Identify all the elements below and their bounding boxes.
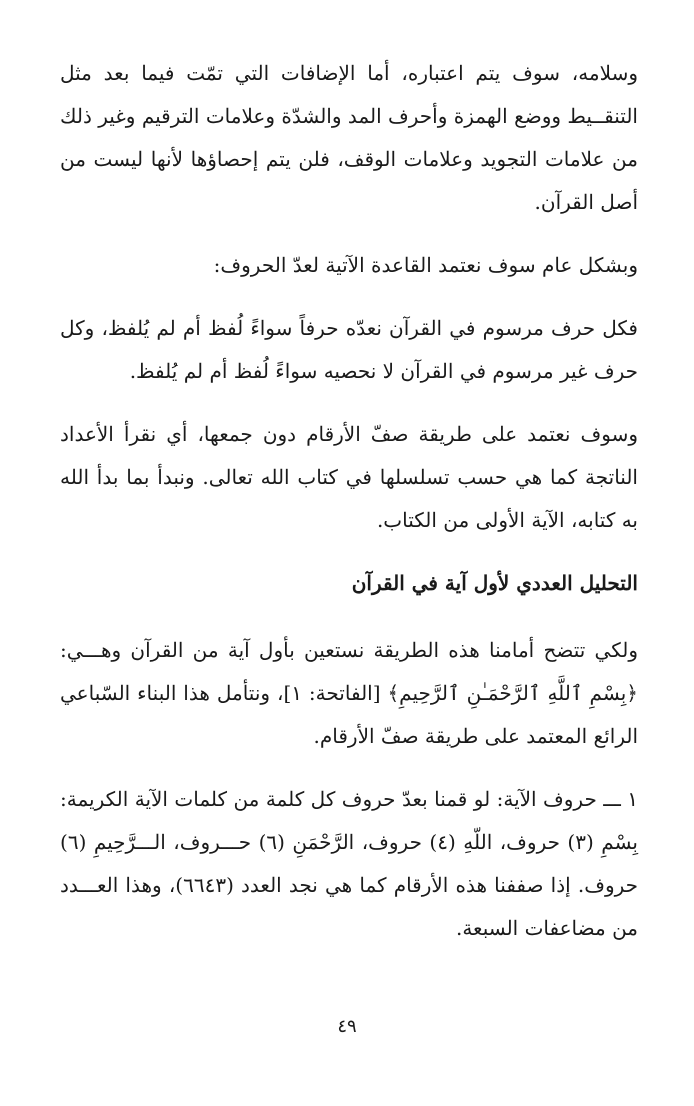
page-number: ٤٩ [337,1016,357,1037]
page-body [60,52,638,968]
paragraph-6: ١ ـــ حروف الآية: لو قمنا بعدّ حروف كل كلمة من كلمات الآية الكريمة: بِسْمِ (٣) حروف، اللّهِ (٤) حروف، الرَّحْمَنِ (٦) حـــروف، الـــرَّحِيمِ (٦) حروف. إذا صففنا هذه الأرقام كما هي نجد العدد (٦٦٤٣)، وهذا العـــدد من مضاعفات السبعة. [60,787,638,940]
section-heading: التحليل العددي لأول آية في القرآن [351,571,638,595]
paragraph-5: ولكي تتضح أمامنا هذه الطريقة نستعين بأول آية من القرآن وهـــي: ﴿بِسْمِ ٱللَّهِ ٱلرَّحْمَـٰنِ ٱلرَّحِيمِ﴾ [الفاتحة: ١]، ونتأمل هذا البناء السّباعي الرائع المعتمد على طريقة صفّ الأرقام. [60,638,638,748]
paragraph-2: وبشكل عام سوف نعتمد القاعدة الآتية لعدّ الحروف: [213,253,638,277]
paragraph-1: وسلامه، سوف يتم اعتباره، أما الإضافات التي تمّت فيما بعد مثل التنقــيط ووضع الهمزة وأحرف المد والشدّة وعلامات الترقيم وغير ذلك من علامات التجويد وعلامات الوقف، فلن يتم إحصاؤها لأنها ليست من أصل القرآن. [60,61,638,214]
paragraph-3: فكل حرف مرسوم في القرآن نعدّه حرفاً سواءً لُفظ أم لم يُلفظ، وكل حرف غير مرسوم في القرآن لا نحصيه سواءً لُفظ أم لم يُلفظ. [60,316,638,383]
paragraph-4: وسوف نعتمد على طريقة صفّ الأرقام دون جمعها، أي نقرأ الأعداد الناتجة كما هي حسب تسلسلها في كتاب الله تعالى. ونبدأ بما بدأ الله به كتابه، الآية الأولى من الكتاب. [60,422,638,532]
